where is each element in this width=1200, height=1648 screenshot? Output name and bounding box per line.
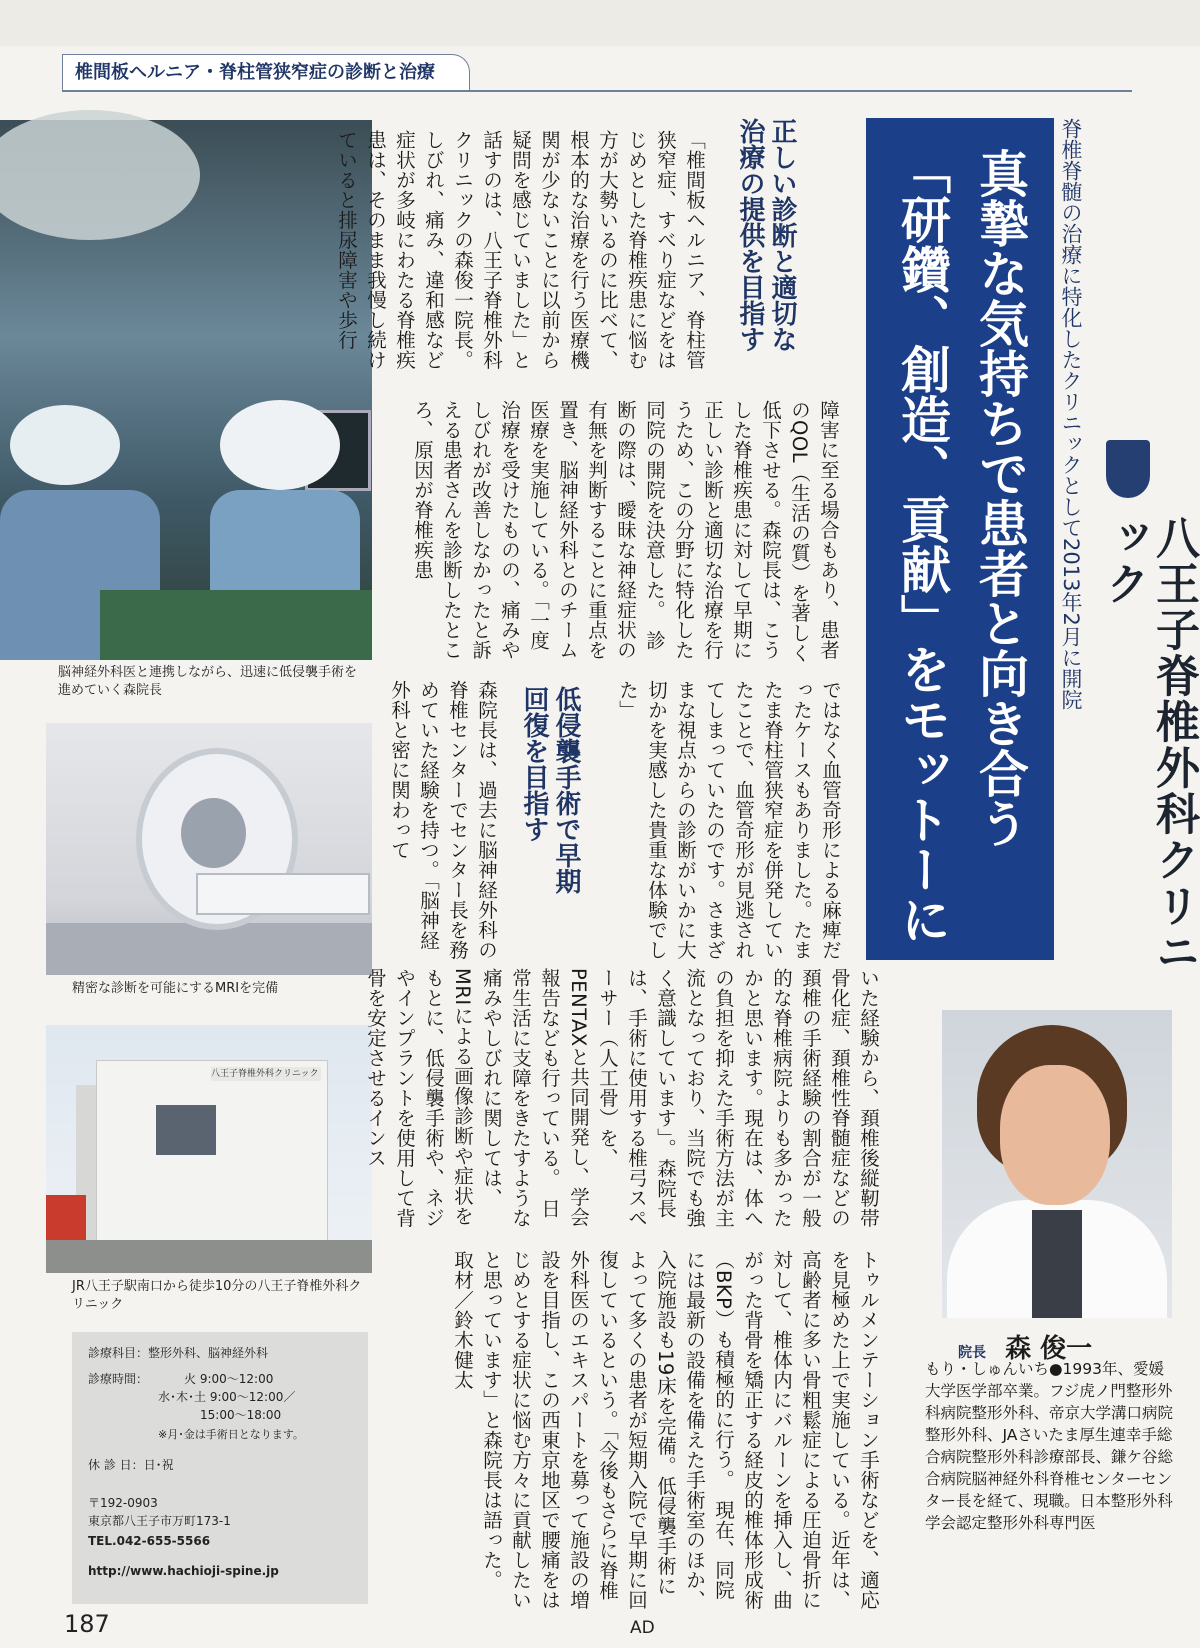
article-col-3: ではなく血管奇形による麻痺だったケースもありました。たまたま脊柱管狭窄症を併発していたことで、血管奇形が見逃されてしまっていたのです。さまざまな視点からの診断がいかに大切かを実感した貴重な体験でした」 — [616, 680, 842, 960]
page-number: 187 — [64, 1610, 110, 1638]
director-bio: もり・しゅんいち●1993年、愛媛大学医学部卒業。フジ虎ノ門整形外科病院整形外科、帝京大学溝口病院整形外科、JAさいたま厚生連幸手総合病院整形外科診療部長、鎌ケ谷総合病院脳神経外科脊椎センターセンター長を経て、現職。日本整形外科学会認定整形外科専門医 — [925, 1360, 1174, 1532]
surgeon-cap-left — [10, 405, 120, 485]
article-col-6: トゥルメンテーション手術などを、適応を見極めた上で実施している。近年は、高齢者に多い骨粗鬆症による圧迫骨折に対して、椎体内にバルーンを挿入し、曲がった背骨を矯正する経皮的椎体形成術（BKP）も積極的に行う。 現在、同院には最新の設備を備えた手術室のほか、入院施設も19床を完備。低侵襲手術によって多くの患者が短期入院で早期に回復しているという。「今後もさらに脊椎外科医のエキスパートを募って施設の増設を目指し、この西東京地区で腰痛をはじめとする症状に悩む方々に貢献したいと思っています」と森院長は語った。 取材／鈴木健太 — [451, 1250, 880, 1610]
director-name: 森 俊一 — [1005, 1334, 1093, 1364]
article-col-5: いた経験から、頚椎後縦靭帯骨化症、頚椎性脊髄症などの頚椎の手術経験の割合が一般的な脊椎病院よりも多かったかと思います。現在は、体への負担を抑えた手術方法が主流となっており、当院でも強く意識しています」。森院長は、手術に使用する椎弓スペーサー（人工骨）を、PENTAXと共同開発し、学会報告なども行っている。 日常生活に支障をきたすような痛みやしびれに関しては、MRIによる画像診断や症状をもとに、低侵襲手術や、ネジやインプラントを使用して背骨を安定させるインス — [364, 968, 880, 1228]
street — [46, 1240, 372, 1273]
hours-2: 水･木･土 9:00〜12:00／ — [158, 1390, 296, 1404]
hours-3: 15:00〜18:00 — [200, 1408, 282, 1422]
heading-diagnosis: 正しい診断と適切な治療の提供を目指す — [735, 118, 797, 352]
mri-bed — [196, 873, 370, 915]
ad-label: AD — [630, 1618, 655, 1638]
subtitle: 脊椎脊髄の治療に特化したクリニックとして2013年2月に開院 — [1059, 118, 1083, 710]
mri-photo — [46, 723, 372, 975]
hours-note: ※月･金は手術日となります。 — [158, 1428, 304, 1441]
hours-label: 診療時間： — [88, 1372, 149, 1386]
dept-label: 診療科目： — [88, 1346, 149, 1360]
surgical-drape — [100, 590, 372, 660]
mri-bore — [181, 798, 246, 868]
dept-value: 整形外科、脳神経外科 — [148, 1346, 269, 1360]
header-rule — [62, 90, 1132, 92]
closed-label: 休 診 日： — [88, 1458, 144, 1472]
surgery-caption: 脳神経外科医と連携しながら、迅速に低侵襲手術を進めていく森院長 — [58, 665, 358, 698]
building-sign: 八王子脊椎外科クリニック — [211, 1067, 321, 1081]
director-role: 院長 — [958, 1345, 986, 1361]
clinic-info-box — [72, 1332, 368, 1604]
building-window — [156, 1105, 216, 1155]
surgeon-cap-right — [220, 400, 340, 490]
telephone: TEL.042-655-5566 — [88, 1534, 211, 1548]
shirt — [1032, 1210, 1082, 1318]
article-col-2: 障害に至る場合もあり、患者のQOL（生活の質）を著しく低下させる。森院長は、こうした脊椎疾患に対して早期に正しい診断と適切な治療を行うため、この分野に特化した同院の開院を決意した。 診断の際は、曖昧な神経症状の有無を判断することに重点を置き、脳神経外科とのチーム医療を実施している。「一度治療を受けたものの、痛みやしびれが改善しなかったと訴える患者さんを診断したところ、原因が脊椎疾患 — [411, 400, 840, 664]
closed-value: 日･祝 — [143, 1458, 174, 1472]
director-photo — [942, 1010, 1172, 1318]
top-strip — [0, 0, 1200, 46]
clinic-crest-icon — [1106, 440, 1150, 498]
building-photo — [46, 1025, 372, 1273]
heading-minimally-invasive: 低侵襲手術で早期回復を目指す — [519, 686, 581, 894]
headline-line-2: 真摯な気持ちで患者と向き合う — [971, 148, 1030, 848]
floor — [46, 923, 372, 975]
headline-band — [866, 118, 1054, 960]
website-link[interactable]: http://www.hachioji-spine.jp — [88, 1564, 279, 1578]
mri-caption: 精密な診断を可能にするMRIを完備 — [72, 981, 279, 996]
headline-line-1: 「研鑽、創造、貢献」をモットーに — [893, 144, 952, 944]
section-header: 椎間板ヘルニア・脊柱管狭窄症の診断と治療 — [62, 54, 470, 91]
surgery-photo — [0, 120, 372, 660]
clinic-name: 八王子脊椎外科クリニック — [1098, 515, 1199, 975]
postal-code: 〒192-0903 — [88, 1496, 158, 1510]
face — [1000, 1065, 1110, 1205]
article-col-1: 「椎間板ヘルニア、脊柱管狭窄症、すべり症などをはじめとした脊椎疾患に悩む方が大勢いるのに比べて、根本的な治療を行う医療機関が少ないことに以前から疑問を感じていました」と話すのは、八王子脊椎外科クリニックの森俊一院長。しびれ、痛み、違和感など症状が多岐にわたる脊椎疾患は、そのまま我慢し続けていると排尿障害や歩行 — [335, 130, 706, 370]
surgical-light — [0, 110, 200, 240]
building-caption: JR八王子駅南口から徒歩10分の八王子脊椎外科クリニック — [72, 1279, 362, 1312]
address: 東京都八王子市万町173-1 — [88, 1514, 231, 1528]
article-col-4: 森院長は、過去に脳神経外科の脊椎センターでセンター長を務めていた経験を持つ。「脳神経外科と密に関わって — [388, 680, 498, 960]
hours-1: 火 9:00〜12:00 — [184, 1372, 274, 1386]
